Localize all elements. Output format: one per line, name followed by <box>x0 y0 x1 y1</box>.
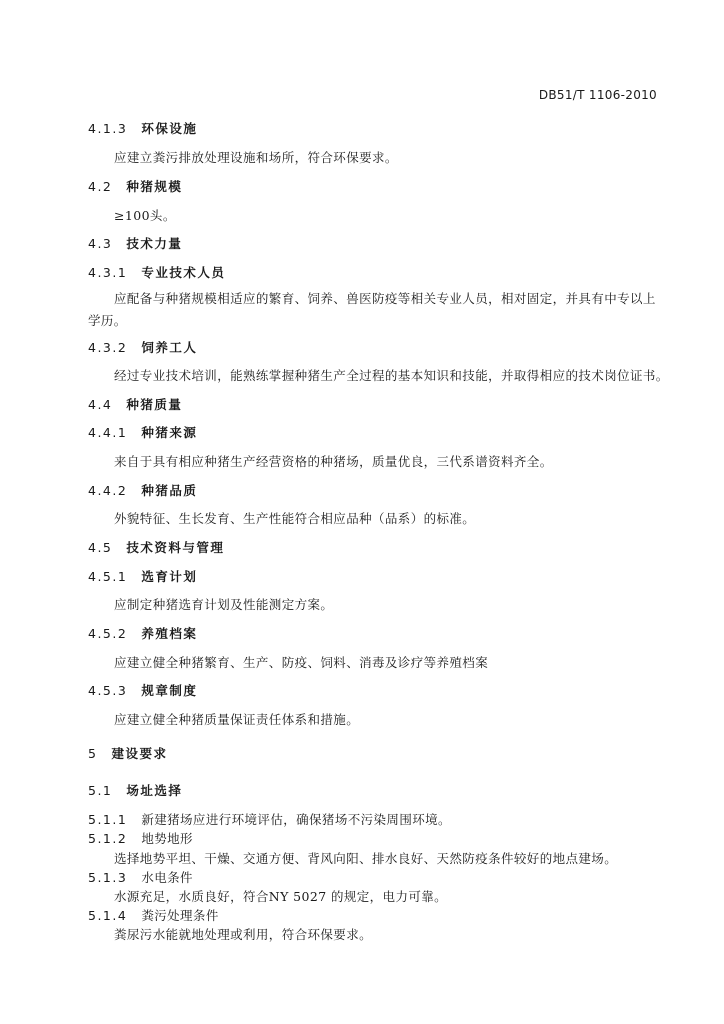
paragraph-4-5-2: 应建立健全种猪繁育、生产、防疫、饲料、消毒及诊疗等养殖档案 <box>114 655 489 670</box>
section-title: 种猪质量 <box>126 397 183 412</box>
heading-4-3 <box>88 234 182 252</box>
heading-4-2 <box>88 177 182 195</box>
heading-5-1-2 <box>88 829 193 847</box>
paragraph-4-5-1: 应制定种猪选育计划及性能测定方案。 <box>114 597 334 612</box>
section-title: 选育计划 <box>141 569 198 584</box>
section-title: 地势地形 <box>141 831 193 846</box>
paragraph-5-1-3: 水源充足，水质良好，符合NY 5027 的规定，电力可靠。 <box>114 889 448 904</box>
paragraph-5-1-2: 选择地势平坦、干燥、交通方便、背风向阳、排水良好、天然防疫条件较好的地点建场。 <box>114 851 618 866</box>
section-title: 种猪品质 <box>141 483 198 498</box>
section-number: 4.4 <box>88 397 113 412</box>
paragraph-4-5-3: 应建立健全种猪质量保证责任体系和措施。 <box>114 712 360 727</box>
paragraph-4-3-2: 经过专业技术培训，能熟练掌握种猪生产全过程的基本知识和技能，并取得相应的技术岗位证书。 <box>114 368 669 383</box>
section-title: 水电条件 <box>141 870 193 885</box>
heading-5-1-1 <box>88 810 451 828</box>
paragraph-5-1-1: 新建猪场应进行环境评估，确保猪场不污染周围环境。 <box>141 812 451 827</box>
section-title: 场址选择 <box>126 783 183 798</box>
heading-5 <box>88 744 167 762</box>
heading-4-4 <box>88 395 182 413</box>
section-number: 4.2 <box>88 179 113 194</box>
section-title: 环保设施 <box>141 121 198 136</box>
heading-5-1 <box>88 781 182 799</box>
section-number: 4.3.2 <box>88 340 128 355</box>
section-number: 4.5.2 <box>88 626 128 641</box>
section-number: 5.1.1 <box>88 812 128 827</box>
heading-4-1-3 <box>88 119 197 137</box>
section-number: 4.5.1 <box>88 569 128 584</box>
section-title: 种猪来源 <box>141 425 198 440</box>
heading-4-4-2 <box>88 481 197 499</box>
heading-5-1-4 <box>88 906 219 924</box>
section-title: 粪污处理条件 <box>141 908 219 923</box>
section-title: 技术资料与管理 <box>126 540 225 555</box>
section-number: 4.1.3 <box>88 121 128 136</box>
section-title: 专业技术人员 <box>141 265 226 280</box>
heading-4-5 <box>88 538 224 556</box>
heading-4-5-2 <box>88 624 197 642</box>
section-title: 规章制度 <box>141 683 198 698</box>
section-number: 4.3 <box>88 236 113 251</box>
heading-4-4-1 <box>88 423 197 441</box>
section-title: 种猪规模 <box>126 179 183 194</box>
paragraph-4-4-1: 来自于具有相应种猪生产经营资格的种猪场，质量优良，三代系谱资料齐全。 <box>114 454 553 469</box>
paragraph-4-2: ≥100头。 <box>114 208 176 223</box>
section-number: 4.4.1 <box>88 425 128 440</box>
heading-4-5-3 <box>88 681 197 699</box>
paragraph-4-3-1: 应配备与种猪规模相适应的繁育、饲养、兽医防疫等相关专业人员，相对固定，并具有中专以上学历。 <box>88 291 656 328</box>
heading-4-5-1 <box>88 567 197 585</box>
section-number: 4.5.3 <box>88 683 128 698</box>
section-title: 养殖档案 <box>141 626 198 641</box>
section-number: 5.1 <box>88 783 113 798</box>
heading-4-3-2 <box>88 338 197 356</box>
section-number: 5.1.3 <box>88 870 128 885</box>
section-title: 建设要求 <box>111 746 168 761</box>
standard-code: DB51/T 1106-2010 <box>538 88 657 102</box>
paragraph-4-4-2: 外貌特征、生长发育、生产性能符合相应品种（品系）的标准。 <box>114 511 476 526</box>
section-number: 4.5 <box>88 540 113 555</box>
section-number: 4.4.2 <box>88 483 128 498</box>
section-number: 5.1.4 <box>88 908 128 923</box>
section-title: 饲养工人 <box>141 340 198 355</box>
section-number: 5 <box>88 746 98 761</box>
heading-4-3-1 <box>88 263 225 281</box>
section-number: 5.1.2 <box>88 831 128 846</box>
paragraph-4-1-3: 应建立粪污排放处理设施和场所，符合环保要求。 <box>114 150 398 165</box>
section-title: 技术力量 <box>126 236 183 251</box>
paragraph-5-1-4: 粪尿污水能就地处理或利用，符合环保要求。 <box>114 927 373 942</box>
heading-5-1-3 <box>88 868 193 886</box>
section-number: 4.3.1 <box>88 265 128 280</box>
